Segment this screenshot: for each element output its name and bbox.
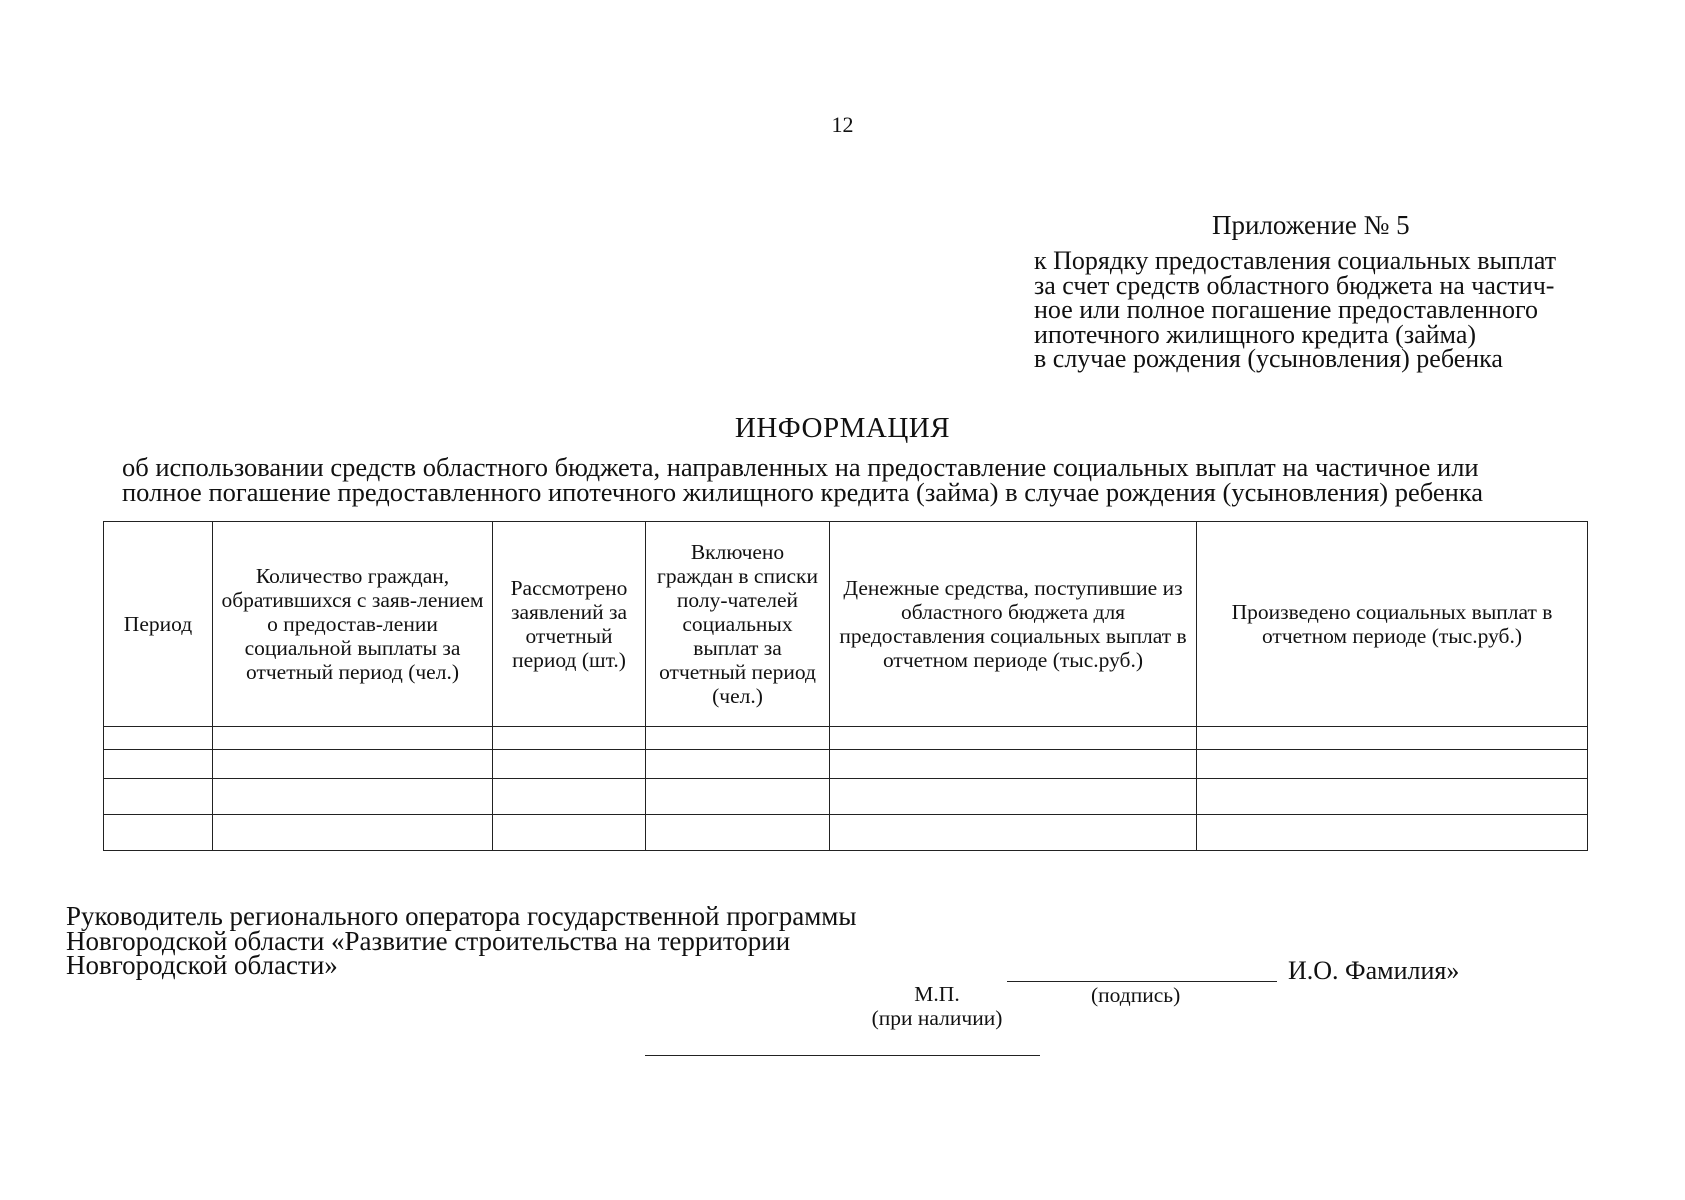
header-applicants: Количество граждан, обратившихся с заяв-лением о предостав-лении социальной выплаты за отчетный период (чел.) — [213, 522, 493, 727]
header-reviewed: Рассмотрено заявлений за отчетный период (шт.) — [493, 522, 646, 727]
table-cell — [1197, 779, 1588, 815]
table-cell — [830, 750, 1197, 779]
table-cell — [104, 815, 213, 851]
table-cell — [830, 727, 1197, 750]
table-cell — [104, 779, 213, 815]
table-cell — [213, 750, 493, 779]
table-cell — [1197, 727, 1588, 750]
subtitle-line: об использовании средств областного бюджета, направленных на предоставление социальных выплат на частичное или — [122, 452, 1479, 482]
table-row — [104, 727, 1588, 750]
appendix-line: к Порядку предоставления социальных выплат — [1034, 246, 1557, 275]
seal-label — [842, 982, 1032, 1030]
table-cell — [104, 750, 213, 779]
signatory-role — [66, 901, 857, 980]
table-cell — [830, 779, 1197, 815]
document-title: ИНФОРМАЦИЯ — [734, 412, 951, 444]
table-cell — [213, 727, 493, 750]
subtitle-line: полное погашение предоставленного ипотечного жилищного кредита (займа) в случае рождения (усыновления) ребенка — [122, 476, 1484, 507]
table-cell — [213, 779, 493, 815]
table-cell — [1197, 750, 1588, 779]
appendix-line: ипотечного жилищного кредита (займа) — [1034, 319, 1477, 349]
document-subtitle — [122, 452, 1574, 507]
table-cell — [493, 727, 646, 750]
page-number: 12 — [831, 112, 854, 137]
appendix-line: за счет средств областного бюджета на частич- — [1034, 270, 1555, 300]
signatory-role-line: Новгородской области» — [66, 950, 338, 980]
table-cell — [646, 779, 830, 815]
appendix-title: Приложение № 5 — [1212, 210, 1410, 240]
signatory-role-line: Руководитель регионального оператора государственной программы — [66, 901, 857, 931]
appendix-text — [1034, 246, 1557, 373]
appendix-line: ное или полное погашение предоставленного — [1034, 295, 1538, 324]
header-included: Включено граждан в списки полу-чателей социальных выплат за отчетный период (чел.) — [646, 522, 830, 727]
table-cell — [646, 815, 830, 851]
table-cell — [213, 815, 493, 851]
signatory-role-line: Новгородской области «Развитие строительства на территории — [66, 925, 791, 956]
table-cell — [646, 727, 830, 750]
table-cell — [493, 750, 646, 779]
seal-label-text: М.П. — [914, 982, 960, 1006]
table-cell — [493, 779, 646, 815]
header-payments-made: Произведено социальных выплат в отчетном периоде (тыс.руб.) — [1197, 522, 1588, 727]
report-table — [103, 521, 1588, 851]
signature-line — [1007, 981, 1277, 982]
table-header-row — [104, 522, 1588, 727]
header-funds-received: Денежные средства, поступившие из областного бюджета для предоставления социальных выплат в отчетном периоде (тыс.руб.) — [830, 522, 1197, 727]
table-row — [104, 750, 1588, 779]
appendix-line: в случае рождения (усыновления) ребенка — [1034, 344, 1503, 373]
signature-caption: (подпись) — [1091, 983, 1181, 1007]
table-cell — [104, 727, 213, 750]
table-row — [104, 815, 1588, 851]
table-cell — [1197, 815, 1588, 851]
seal-note: (при наличии) — [871, 1006, 1003, 1030]
table-cell — [493, 815, 646, 851]
header-period: Период — [104, 522, 213, 727]
table-row — [104, 779, 1588, 815]
table-cell — [646, 750, 830, 779]
bottom-underline — [645, 1055, 1040, 1056]
signatory-fullname: И.О. Фамилия» — [1288, 956, 1460, 985]
table-cell — [830, 815, 1197, 851]
